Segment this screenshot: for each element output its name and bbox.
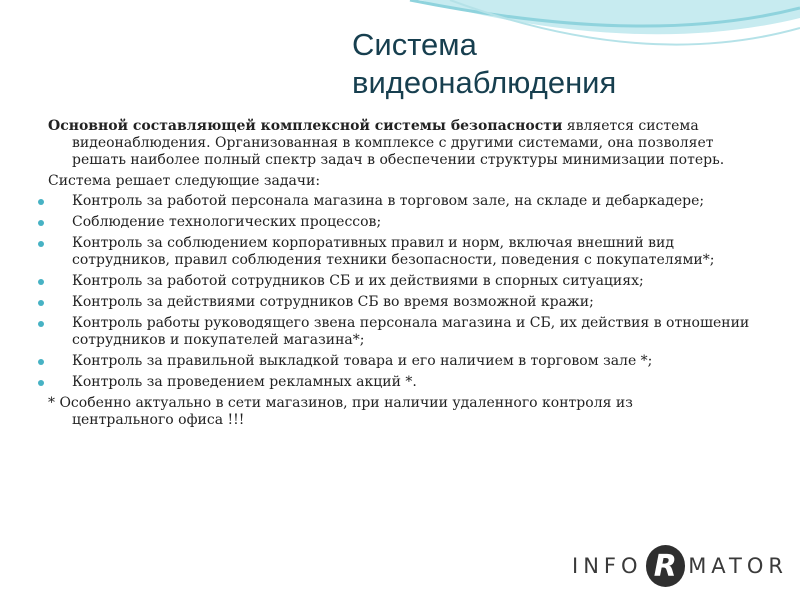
task-item bbox=[48, 294, 768, 311]
tasks-heading: Система решает следующие задачи: bbox=[48, 173, 321, 189]
task-text: Контроль работы руководящего звена персонала магазина и СБ, их действия в отношении сотрудников и покупателей магазина*; bbox=[72, 315, 750, 348]
informator-logo bbox=[572, 544, 788, 588]
bullet-icon bbox=[38, 359, 44, 365]
task-text: Контроль за правильной выкладкой товара и его наличием в торговом зале *; bbox=[72, 353, 653, 369]
bullet-icon bbox=[38, 321, 44, 327]
logo-mark-icon: R bbox=[646, 545, 686, 587]
intro-rest: видеонаблюдения. Организованная в комплексе с другими системами, она позволяет решать наиболее полный спектр задач в обеспечении структуры минимизации потерь. bbox=[72, 135, 725, 168]
task-list bbox=[48, 193, 768, 391]
title-line: Система видеонаблюдения bbox=[352, 27, 617, 100]
logo-text-left: INFO bbox=[572, 554, 643, 578]
task-item bbox=[48, 235, 768, 269]
bullet-icon bbox=[38, 300, 44, 306]
bullet-icon bbox=[38, 241, 44, 247]
task-text: Контроль за проведением рекламных акций *. bbox=[72, 374, 417, 390]
slide-body bbox=[48, 118, 768, 429]
footnote-first-line: * Особенно актуально в сети магазинов, при наличии удаленного контроля из bbox=[48, 395, 633, 411]
task-item bbox=[48, 214, 768, 231]
task-text: Контроль за соблюдением корпоративных правил и норм, включая внешний вид сотрудников, правил соблюдения техники безопасности, поведения с покупателями*; bbox=[72, 235, 715, 268]
task-item bbox=[48, 315, 768, 349]
bullet-icon bbox=[38, 220, 44, 226]
intro-first-line-rest: является система bbox=[562, 118, 699, 134]
bullet-icon bbox=[38, 199, 44, 205]
task-text: Контроль за работой персонала магазина в торговом зале, на складе и дебаркадере; bbox=[72, 193, 705, 209]
logo-text-right: MATOR bbox=[688, 554, 788, 578]
intro-lead: Основной составляющей комплексной системы безопасности bbox=[48, 118, 563, 134]
task-text: Контроль за действиями сотрудников СБ во время возможной кражи; bbox=[72, 294, 594, 310]
bullet-icon bbox=[38, 279, 44, 285]
task-item bbox=[48, 273, 768, 290]
task-item bbox=[48, 353, 768, 370]
bullet-icon bbox=[38, 380, 44, 386]
slide-title bbox=[352, 26, 782, 102]
task-text: Соблюдение технологических процессов; bbox=[72, 214, 382, 230]
footnote bbox=[48, 395, 768, 429]
task-text: Контроль за работой сотрудников СБ и их действиями в спорных ситуациях; bbox=[72, 273, 644, 289]
task-item bbox=[48, 193, 768, 210]
footnote-rest: центрального офиса !!! bbox=[72, 412, 245, 428]
task-item bbox=[48, 374, 768, 391]
intro-paragraph bbox=[48, 118, 768, 169]
